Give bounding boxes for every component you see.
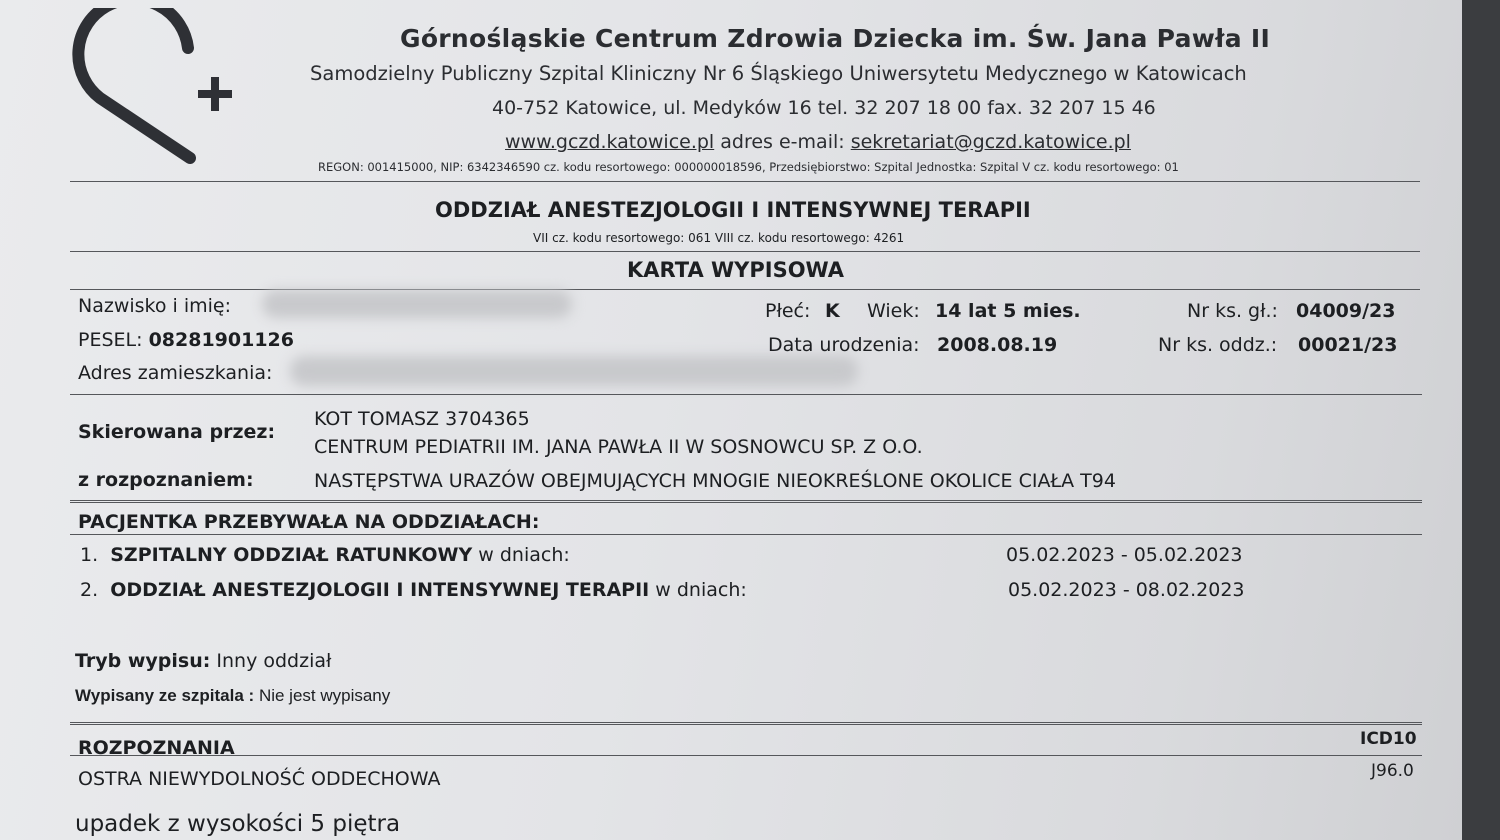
main-book-label: Nr ks. gł.: xyxy=(1187,300,1278,322)
document-title: KARTA WYPISOWA xyxy=(627,258,845,282)
stay-number: 1. xyxy=(80,544,99,566)
diagnosis-code: J96.0 xyxy=(1371,761,1414,781)
stay-item xyxy=(80,579,747,601)
department-name: ODDZIAŁ ANESTEZJOLOGII I INTENSYWNEJ TERAPII xyxy=(435,198,1031,222)
diagnoses-heading: ROZPOZNANIA xyxy=(78,737,235,759)
sex-label: Płeć: xyxy=(765,300,811,322)
referring-facility: CENTRUM PEDIATRII IM. JANA PAWŁA II W SOSNOWCU SP. Z O.O. xyxy=(314,436,923,458)
discharge-status-row xyxy=(75,686,390,706)
stay-item xyxy=(80,544,570,566)
divider xyxy=(70,500,1422,503)
referral-label: Skierowana przez: xyxy=(78,421,276,443)
email-label: adres e-mail: xyxy=(720,131,845,153)
stay-ward: SZPITALNY ODDZIAŁ RATUNKOWY xyxy=(110,544,473,566)
address-label: Adres zamieszkania: xyxy=(78,362,273,384)
discharge-mode-label: Tryb wypisu: xyxy=(75,650,211,672)
email-link[interactable]: sekretariat@gczd.katowice.pl xyxy=(850,131,1131,153)
sex-value: K xyxy=(825,300,840,322)
stay-dates: 05.02.2023 - 08.02.2023 xyxy=(1008,579,1245,601)
registry-codes: REGON: 001415000, NIP: 6342346590 cz. kodu resortowego: 000000018596, Przedsiębiorstwo: Szpital Jednostka: Szpital V cz. kodu resortowego: 01 xyxy=(318,160,1179,174)
divider xyxy=(70,394,1422,395)
redacted-address xyxy=(290,356,858,386)
institution-name: Górnośląskie Centrum Zdrowia Dziecka im. Św. Jana Pawła II xyxy=(400,24,1271,53)
discharge-status-value: Nie jest wypisany xyxy=(258,686,391,705)
hospital-logo-icon xyxy=(70,8,250,168)
divider xyxy=(70,181,1420,182)
discharge-status-label: Wypisany ze szpitala : xyxy=(75,686,255,705)
pesel-value: 08281901126 xyxy=(148,329,294,351)
discharge-mode-value: Inny oddział xyxy=(216,650,332,672)
stay-suffix: w dniach: xyxy=(478,544,570,566)
dob-label: Data urodzenia: xyxy=(768,334,920,356)
age-label: Wiek: xyxy=(867,300,920,322)
discharge-mode-row xyxy=(75,650,331,672)
hospital-name: Samodzielny Publiczny Szpital Kliniczny Nr 6 Śląskiego Uniwersytetu Medycznego w Katowicach xyxy=(310,62,1247,85)
referral-diagnosis: NASTĘPSTWA URAZÓW OBEJMUJĄCYCH MNOGIE NIEOKREŚLONE OKOLICE CIAŁA T94 xyxy=(314,470,1116,492)
stays-heading: PACJENTKA PRZEBYWAŁA NA ODDZIAŁACH: xyxy=(78,511,540,533)
ward-book-value: 00021/23 xyxy=(1298,334,1398,356)
diagnosis-note: upadek z wysokości 5 piętra xyxy=(75,811,401,837)
divider xyxy=(70,251,1420,252)
divider xyxy=(70,722,1422,725)
dob-value: 2008.08.19 xyxy=(937,334,1058,356)
redacted-name xyxy=(262,290,572,318)
ward-book-label: Nr ks. oddz.: xyxy=(1158,334,1278,356)
contact-line xyxy=(505,131,1131,153)
stay-suffix: w dniach: xyxy=(655,579,747,601)
diagnosis-label: z rozpoznaniem: xyxy=(78,469,254,491)
pesel-label: PESEL: xyxy=(78,329,143,351)
website-link[interactable]: www.gczd.katowice.pl xyxy=(505,131,715,153)
age-value: 14 lat 5 mies. xyxy=(935,300,1081,322)
icd10-header: ICD10 xyxy=(1360,729,1417,749)
department-codes: VII cz. kodu resortowego: 061 VIII cz. kodu resortowego: 4261 xyxy=(533,231,905,245)
referring-doctor: KOT TOMASZ 3704365 xyxy=(314,408,530,430)
name-label: Nazwisko i imię: xyxy=(78,295,232,317)
pesel-row xyxy=(78,329,294,351)
divider xyxy=(70,755,1422,756)
diagnosis-text: OSTRA NIEWYDOLNOŚĆ ODDECHOWA xyxy=(78,768,441,790)
stay-dates: 05.02.2023 - 05.02.2023 xyxy=(1006,544,1243,566)
main-book-value: 04009/23 xyxy=(1296,300,1396,322)
divider xyxy=(70,534,1422,535)
stay-ward: ODDZIAŁ ANESTEZJOLOGII I INTENSYWNEJ TERAPII xyxy=(110,579,650,601)
hospital-address: 40-752 Katowice, ul. Medyków 16 tel. 32 207 18 00 fax. 32 207 15 46 xyxy=(492,97,1156,119)
stay-number: 2. xyxy=(80,579,99,601)
